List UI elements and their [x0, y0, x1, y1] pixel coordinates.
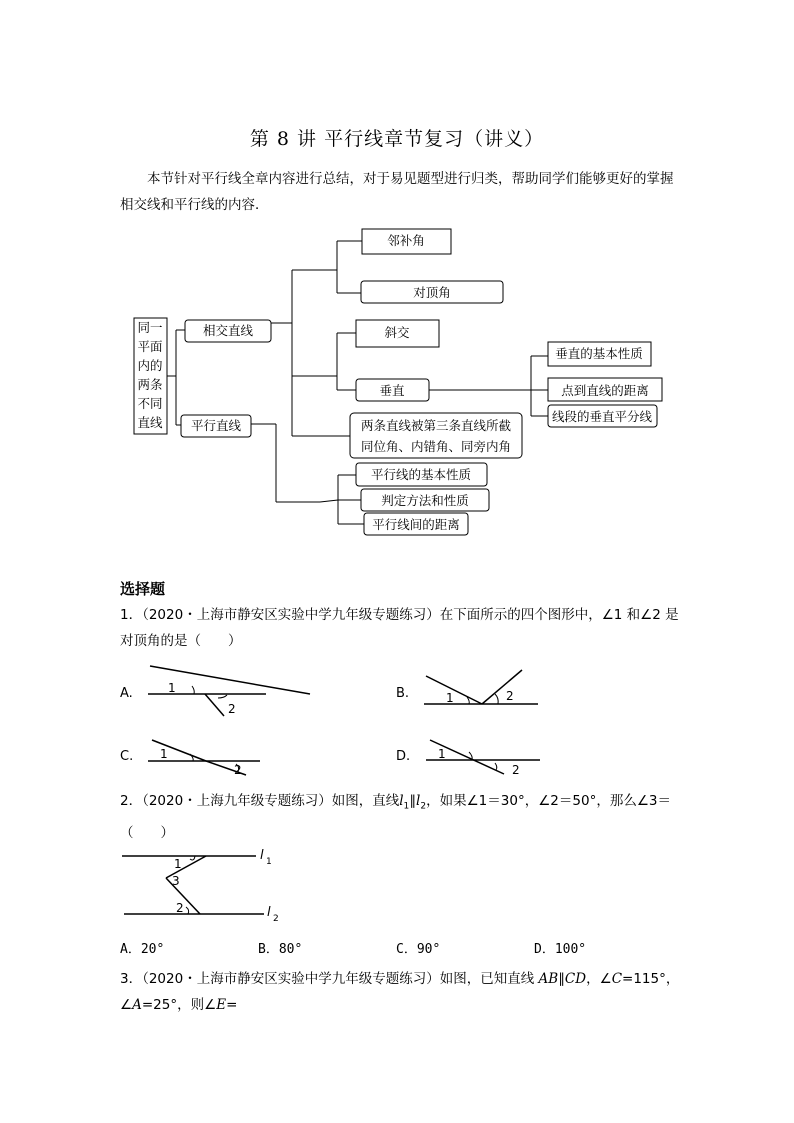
q2-fig-l1-sub: 1: [266, 857, 272, 867]
adjacent-label: 邻补角: [387, 233, 425, 248]
section-heading: 选择题: [120, 580, 166, 598]
option-b: B.: [396, 686, 410, 701]
q2-fig-2: 2: [176, 901, 184, 915]
question-1-figures: [110, 660, 570, 780]
q3-text-e: =: [226, 997, 238, 1013]
root-line-1: 同一: [137, 320, 163, 335]
transversal-label-1: 两条直线被第三条直线所截: [360, 418, 512, 433]
q2-choice-a: A．20°: [120, 942, 165, 957]
root-line-3: 内的: [137, 358, 163, 373]
fig-a-label-1: 1: [168, 681, 176, 695]
question-1-text: 1．（2020・上海市静安区实验中学九年级专题练习）在下面所示的四个图形中，∠1 和∠2 是对顶角的是（ ）: [120, 607, 679, 649]
criteria-label: 判定方法和性质: [381, 493, 469, 508]
q2-fig-l1: l: [260, 848, 264, 863]
fig-c-label-2: 2: [234, 763, 242, 777]
fig-b-label-2: 2: [506, 689, 514, 703]
transversal-label-2: 同位角、内错角、同旁内角: [360, 439, 512, 454]
intro-paragraph: 本节针对平行线全章内容进行总结，对于易见题型进行归类，帮助同学们能够更好的掌握相交线和平行线的内容．: [120, 171, 674, 213]
option-a: A.: [120, 686, 133, 701]
q2-parallel: ∥: [409, 793, 417, 809]
parallel-label: 平行直线: [190, 418, 242, 433]
point-line-distance-label: 点到直线的距离: [561, 383, 649, 398]
root-line-6: 直线: [137, 415, 163, 430]
q2-choice-c: C．90°: [396, 942, 441, 957]
oblique-label: 斜交: [384, 325, 410, 340]
intersecting-label: 相交直线: [202, 323, 254, 338]
mind-map: [0, 0, 794, 560]
q2-choice-b: B．80°: [258, 942, 303, 957]
question-2-text: [120, 788, 680, 846]
q3-c: C: [611, 971, 623, 987]
fig-b-label-1: 1: [446, 691, 454, 705]
q2-text-b: ，如果∠1＝30°，∠2＝50°，那么∠3＝（ ）: [120, 793, 672, 841]
option-d: D.: [396, 749, 411, 764]
q3-a: A: [132, 997, 142, 1013]
vertical-angles-label: 对顶角: [413, 285, 451, 300]
parallel-distance-label: 平行线间的距离: [372, 517, 460, 532]
root-line-5: 不同: [137, 396, 163, 411]
q3-ab: AB: [538, 971, 559, 987]
page-title: 第 8 讲 平行线章节复习（讲义）: [249, 128, 545, 150]
q2-fig-1: 1: [174, 857, 182, 871]
q3-text-c: =115°，∠: [120, 971, 680, 1013]
perpendicular-label: 垂直: [379, 383, 405, 398]
q2-sub1: 1: [403, 801, 410, 812]
q3-text-a: 3．（2020・上海市静安区实验中学九年级专题练习）如图，已知直线: [120, 971, 539, 987]
q2-text-a: 2．（2020・上海九年级专题练习）如图，直线: [120, 793, 400, 809]
option-c: C.: [120, 749, 134, 764]
q2-choice-d: D．100°: [534, 942, 587, 957]
question-2-figure: [110, 840, 300, 930]
q2-fig-3: 3: [172, 874, 180, 888]
q2-sub2: 2: [420, 801, 427, 812]
fig-c-label-1: 1: [160, 747, 168, 761]
q2-fig-l2: l: [267, 905, 271, 920]
perp-basic-label: 垂直的基本性质: [555, 346, 643, 361]
q3-text-d: =25°，则∠: [141, 997, 217, 1013]
q3-cd: CD: [564, 971, 587, 987]
q3-text-b: ，∠: [586, 971, 612, 987]
root-line-4: 两条: [137, 377, 163, 392]
question-3-text: [120, 966, 680, 1018]
q3-par: ∥: [558, 971, 565, 987]
q2-fig-l2-sub: 2: [273, 914, 279, 924]
fig-d-label-1: 1: [438, 747, 446, 761]
q2-l2: l: [416, 793, 421, 809]
parallel-basic-label: 平行线的基本性质: [370, 467, 472, 482]
q3-e: E: [216, 997, 227, 1013]
fig-d-label-2: 2: [512, 763, 520, 777]
root-line-2: 平面: [137, 339, 163, 354]
perp-bisector-label: 线段的垂直平分线: [551, 409, 653, 424]
fig-a-label-2: 2: [228, 702, 236, 716]
q2-l1: l: [399, 793, 404, 809]
